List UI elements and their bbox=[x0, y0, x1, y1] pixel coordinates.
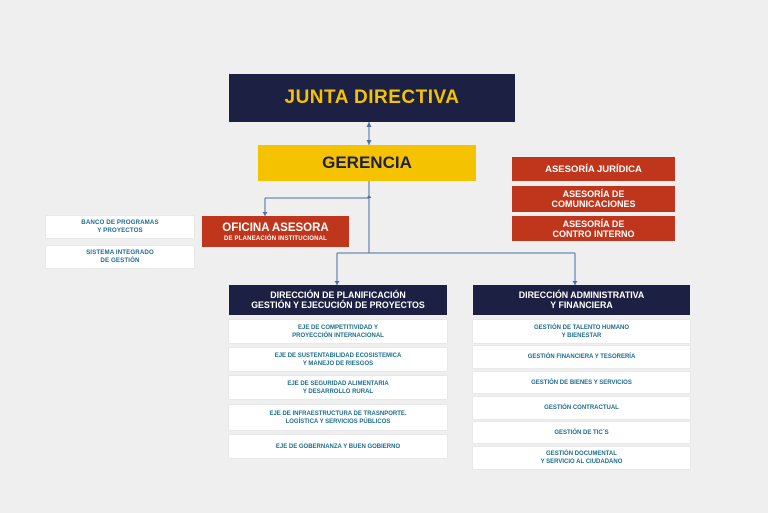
oficina-asesora-subtitle: DE PLANEACIÓN INSTITUCIONAL bbox=[223, 235, 328, 242]
gerencia-box bbox=[258, 145, 476, 181]
list-item bbox=[473, 447, 690, 469]
list-item bbox=[229, 435, 447, 458]
sistema-integrado-line2: DE GESTIÓN bbox=[100, 257, 140, 264]
list-item-line: GESTIÓN DOCUMENTAL bbox=[546, 451, 617, 457]
list-item-line: Y SERVICIO AL CIUDADANO bbox=[540, 459, 623, 465]
list-item-line: Y DESARROLLO RURAL bbox=[302, 388, 374, 395]
asesoria-comunicaciones-box bbox=[512, 186, 675, 212]
banco-programas-box bbox=[46, 216, 194, 238]
direccion-administrativa-header bbox=[473, 285, 690, 315]
asesoria-comunicaciones-line2: COMUNICACIONES bbox=[551, 199, 636, 209]
list-item bbox=[473, 320, 690, 343]
list-item-line: EJE DE GOBERNANZA Y BUEN GOBIERNO bbox=[275, 443, 401, 450]
list-item-line: LOGÍSTICA Y SERVICIOS PÚBLICOS bbox=[285, 418, 391, 425]
list-item-line: EJE DE SEGURIDAD ALIMENTARIA bbox=[287, 380, 389, 387]
list-item-line: GESTIÓN DE TIC´S bbox=[554, 429, 609, 436]
list-item-line: Y MANEJO DE RIESGOS bbox=[302, 360, 374, 367]
asesoria-juridica-box bbox=[512, 157, 675, 181]
list-item-line: PROYECCIÓN INTERNACIONAL bbox=[292, 332, 384, 339]
banco-programas-line1: BANCO DE PROGRAMAS bbox=[81, 219, 159, 226]
direccion-administrativa-title-line2: Y FINANCIERA bbox=[550, 300, 613, 310]
list-item-line: GESTIÓN DE TALENTO HUMANO bbox=[533, 324, 630, 331]
junta-directiva-box bbox=[229, 74, 515, 122]
sistema-integrado-line1: SISTEMA INTEGRADO bbox=[86, 249, 154, 256]
list-item-line: EJE DE COMPETITIVIDAD Y bbox=[298, 324, 378, 331]
list-item bbox=[229, 320, 447, 343]
direccion-administrativa-title-line1: DIRECCIÓN ADMINISTRATIVA bbox=[518, 289, 645, 300]
list-item-line: GESTIÓN DE BIENES Y SERVICIOS bbox=[531, 379, 632, 386]
list-item-line: EJE DE INFRAESTRUCTURA DE TRASNPORTE. bbox=[269, 410, 407, 417]
gerencia-label: GERENCIA bbox=[322, 153, 412, 172]
list-item bbox=[229, 348, 447, 371]
list-item-line: GESTIÓN CONTRACTUAL bbox=[544, 405, 619, 411]
list-item-line: EJE DE SUSTENTABILIDAD ECOSISTEMICA bbox=[274, 352, 402, 359]
asesoria-control-line2: CONTRO INTERNO bbox=[552, 228, 635, 239]
oficina-asesora-title: OFICINA ASESORA bbox=[222, 221, 329, 234]
list-item bbox=[473, 372, 690, 393]
list-item bbox=[473, 397, 690, 419]
direccion-planificacion-header bbox=[229, 285, 447, 315]
junta-directiva-label: JUNTA DIRECTIVA bbox=[284, 87, 460, 108]
direccion-planificacion-title-line2: GESTIÓN Y EJECUCIÓN DE PROYECTOS bbox=[251, 300, 425, 310]
list-item-line: GESTIÓN FINANCIERA Y TESORERÍA bbox=[527, 354, 636, 360]
asesoria-comunicaciones-line1: ASESORÍA DE bbox=[562, 189, 625, 199]
asesoria-juridica-label: ASESORÍA JURÍDICA bbox=[545, 163, 642, 175]
oficina-asesora-box bbox=[202, 216, 349, 247]
asesoria-control-box bbox=[512, 216, 675, 241]
sistema-integrado-box bbox=[46, 246, 194, 268]
list-item bbox=[229, 405, 447, 430]
asesoria-control-line1: ASESORÍA DE bbox=[562, 218, 625, 229]
list-item bbox=[229, 376, 447, 399]
list-item-line: Y BIENESTAR bbox=[561, 332, 602, 339]
list-item bbox=[473, 422, 690, 443]
banco-programas-line2: Y PROYECTOS bbox=[97, 227, 143, 234]
direccion-planificacion-title-line1: DIRECCIÓN DE PLANIFICACIÓN bbox=[270, 289, 406, 300]
list-item bbox=[473, 346, 690, 368]
